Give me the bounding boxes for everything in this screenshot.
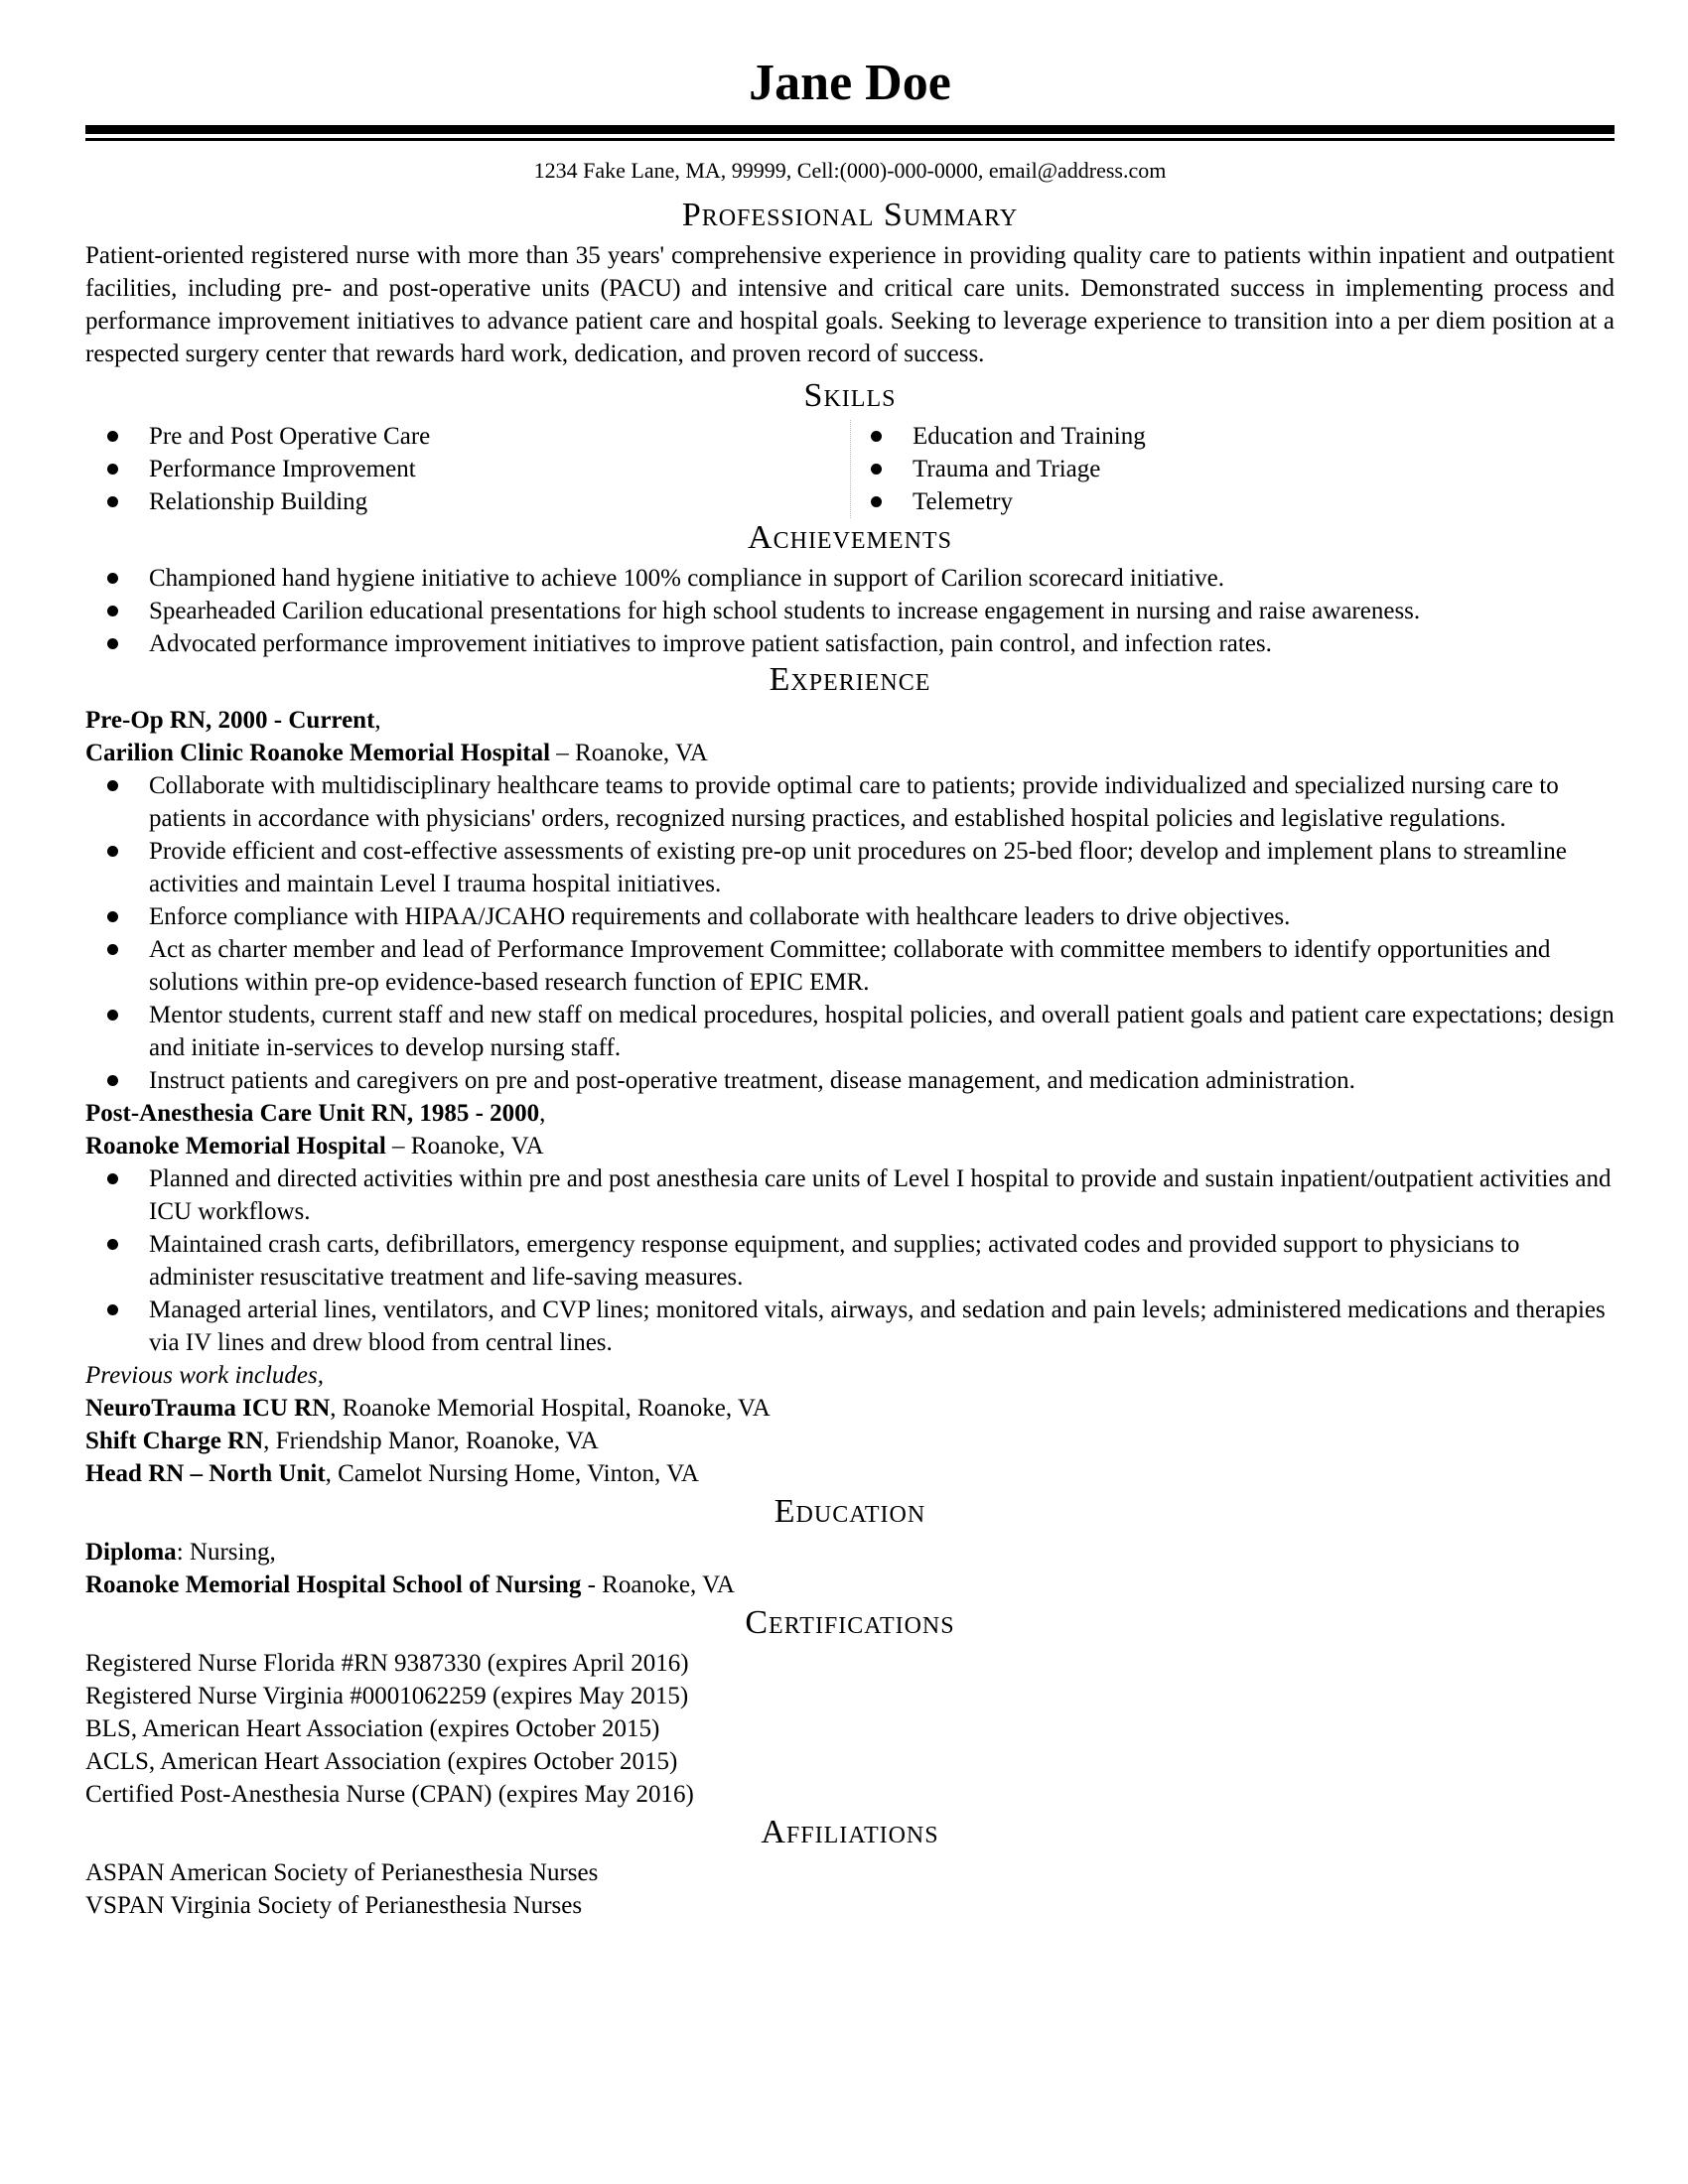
affiliation-item: ASPAN American Society of Perianesthesia Nurses <box>85 1859 599 1886</box>
achievements-list <box>85 562 1615 660</box>
skills-columns <box>85 420 1615 518</box>
skill-item: Trauma and Triage <box>851 453 1615 485</box>
previous-work-item <box>85 1392 1615 1425</box>
skill-item: Telemetry <box>851 485 1615 518</box>
certification-item: Registered Nurse Virginia #0001062259 (expires May 2015) <box>85 1683 689 1709</box>
summary-text: Patient-oriented registered nurse with more than 35 years' comprehensive experience in providing quality care to patients within inpatient and outpatient facilities, including pre- and post-operative units (PACU) and intensive and critical care units. Demonstrated success in implementing process and performance improvement initiatives to advance patient care and hospital goals. Seeking to leverage experience to transition into a per diem position at a respected surgery center that rewards hard work, dedication, and proven record of success. <box>85 242 1615 367</box>
job-duty: Managed arterial lines, ventilators, and CVP lines; monitored vitals, airways, and sedation and pain levels; administered medications and therapies via IV lines and drew blood from central lines. <box>85 1294 1615 1359</box>
candidate-name: Jane Doe <box>749 55 951 111</box>
certification-item: BLS, American Heart Association (expires October 2015) <box>85 1715 660 1742</box>
skill-item: Relationship Building <box>85 485 850 518</box>
job-employer: Carilion Clinic Roanoke Memorial Hospital <box>85 740 551 766</box>
education-location: - Roanoke, VA <box>581 1571 735 1598</box>
previous-role: NeuroTrauma ICU RN <box>85 1395 331 1422</box>
skill-item: Education and Training <box>851 420 1615 453</box>
certification-item: Registered Nurse Florida #RN 9387330 (expires April 2016) <box>85 1650 689 1677</box>
skills-right-column <box>850 420 1615 518</box>
job-title-suffix: , <box>539 1100 546 1127</box>
job-duty: Collaborate with multidisciplinary healthcare teams to provide optimal care to patients; provide individualized and specialized nursing care to patients in accordance with physicians' orders, recognized nursing practices, and established hospital policies and legislative regulations. <box>85 769 1615 835</box>
affiliation-item: VSPAN Virginia Society of Perianesthesia Nurses <box>85 1892 583 1919</box>
skill-item: Performance Improvement <box>85 453 850 485</box>
skills-title: Skills <box>803 377 897 414</box>
affiliations-title: Affiliations <box>761 1814 939 1850</box>
education-degree: Diploma <box>85 1539 177 1566</box>
job-duties-list <box>85 1162 1615 1359</box>
job-duty: Provide efficient and cost-effective assessments of existing pre-op unit procedures on 25-bed floor; develop and implement plans to streamline activities and maintain Level I trauma hospital initiatives. <box>85 835 1615 900</box>
education-school: Roanoke Memorial Hospital School of Nursing <box>85 1571 582 1598</box>
previous-role: Shift Charge RN <box>85 1428 264 1454</box>
job-employer: Roanoke Memorial Hospital <box>85 1133 386 1160</box>
skills-left-column <box>85 420 850 518</box>
achievement-item: Spearheaded Carilion educational presentations for high school students to increase engagement in nursing and raise awareness. <box>85 595 1615 627</box>
education-title: Education <box>774 1493 926 1530</box>
contact-line: 1234 Fake Lane, MA, 99999, Cell:(000)-000-0000, email@address.com <box>533 158 1167 183</box>
job-title-line <box>85 1097 1615 1130</box>
job-location: – Roanoke, VA <box>385 1133 544 1160</box>
job-title-line <box>85 704 1615 737</box>
achievements-title: Achievements <box>748 519 952 556</box>
achievement-item: Championed hand hygiene initiative to achieve 100% compliance in support of Carilion scorecard initiative. <box>85 562 1615 595</box>
job-duties-list <box>85 769 1615 1097</box>
header-rule-thin <box>85 138 1615 141</box>
previous-detail: , Camelot Nursing Home, Vinton, VA <box>325 1460 699 1487</box>
job-duty: Maintained crash carts, defibrillators, emergency response equipment, and supplies; activated codes and provided support to physicians to administer resuscitative treatment and life-saving measures. <box>85 1228 1615 1294</box>
experience-title: Experience <box>769 661 931 698</box>
job-title-suffix: , <box>374 707 381 734</box>
job-duty: Mentor students, current staff and new staff on medical procedures, hospital policies, and overall patient goals and patient care expectations; design and initiate in-services to develop nursing staff. <box>85 999 1615 1064</box>
previous-role: Head RN – North Unit <box>85 1460 326 1487</box>
previous-work-item <box>85 1425 1615 1457</box>
job-employer-line <box>85 1130 1615 1162</box>
education-field: : Nursing, <box>176 1539 276 1566</box>
job-duty: Planned and directed activities within pre and post anesthesia care units of Level I hospital to provide and sustain inpatient/outpatient activities and ICU workflows. <box>85 1162 1615 1228</box>
previous-work-label: Previous work includes, <box>85 1362 325 1389</box>
education-degree-line <box>85 1536 1615 1569</box>
previous-detail: , Roanoke Memorial Hospital, Roanoke, VA <box>330 1395 771 1422</box>
job-employer-line <box>85 737 1615 769</box>
job-location: – Roanoke, VA <box>550 740 708 766</box>
previous-detail: , Friendship Manor, Roanoke, VA <box>263 1428 599 1454</box>
resume-page <box>85 52 1615 1922</box>
job-duty: Instruct patients and caregivers on pre and post-operative treatment, disease management, and medication administration. <box>85 1064 1615 1097</box>
education-school-line <box>85 1569 1615 1601</box>
summary-title: Professional Summary <box>681 197 1019 233</box>
job-duty: Act as charter member and lead of Performance Improvement Committee; collaborate with committee members to identify opportunities and solutions within pre-op evidence-based research function of EPIC EMR. <box>85 933 1615 999</box>
certification-item: Certified Post-Anesthesia Nurse (CPAN) (expires May 2016) <box>85 1781 694 1808</box>
job-duty: Enforce compliance with HIPAA/JCAHO requirements and collaborate with healthcare leaders to drive objectives. <box>85 900 1615 933</box>
job-title: Pre-Op RN, 2000 - Current <box>85 707 375 734</box>
skill-item: Pre and Post Operative Care <box>85 420 850 453</box>
certifications-title: Certifications <box>745 1604 955 1641</box>
previous-work-item <box>85 1457 1615 1490</box>
certification-item: ACLS, American Heart Association (expires October 2015) <box>85 1748 678 1775</box>
achievement-item: Advocated performance improvement initiatives to improve patient satisfaction, pain control, and infection rates. <box>85 627 1615 660</box>
header-rule-thick <box>85 125 1615 134</box>
job-title: Post-Anesthesia Care Unit RN, 1985 - 2000 <box>85 1100 540 1127</box>
